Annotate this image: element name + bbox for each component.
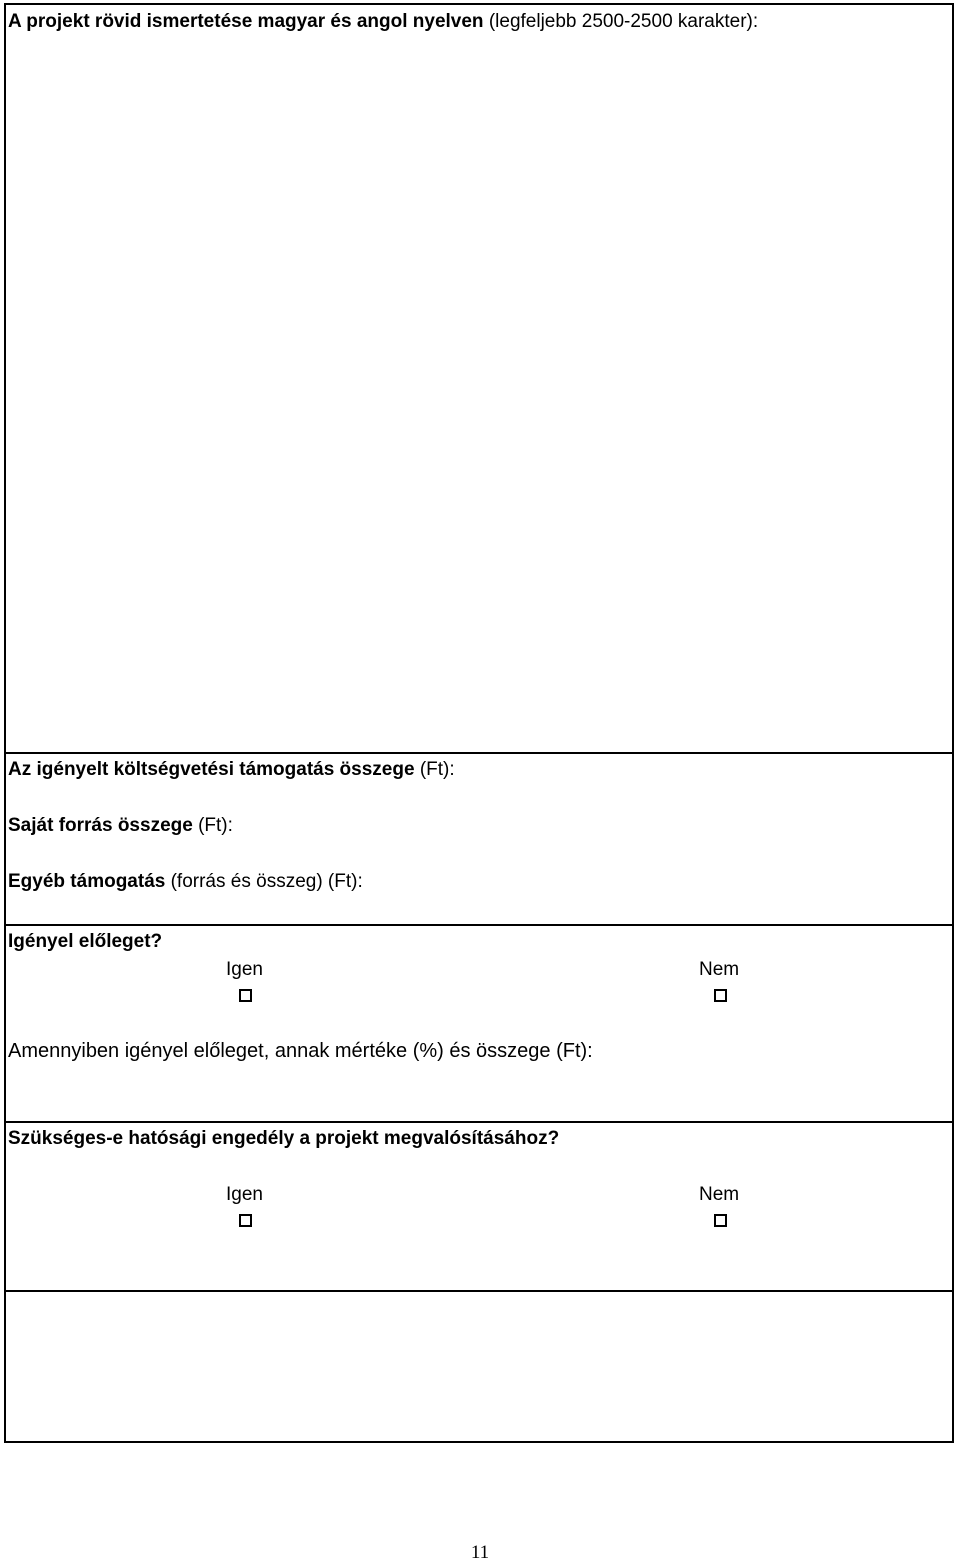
project-summary-label-note: (legfeljebb 2500-2500 karakter):: [483, 11, 759, 32]
advance-no-checkbox[interactable]: [714, 989, 727, 1002]
permit-section: [4, 1121, 954, 1292]
project-summary-text-area[interactable]: [6, 41, 952, 752]
advance-yes-checkbox[interactable]: [239, 989, 252, 1002]
permit-yes-label: Igen: [226, 1184, 263, 1205]
budget-support-field-label[interactable]: [8, 759, 455, 781]
permit-yes-checkbox[interactable]: [239, 1214, 252, 1227]
blank-section[interactable]: [4, 1290, 954, 1443]
budget-support-label-bold: Az igényelt költségvetési támogatás összege: [8, 759, 415, 780]
other-support-label-unit: (forrás és összeg) (Ft):: [165, 871, 363, 892]
own-source-label-bold: Saját forrás összege: [8, 815, 193, 836]
permit-no-label: Nem: [699, 1184, 740, 1205]
permit-no-checkbox[interactable]: [714, 1214, 727, 1227]
advance-no-label: Nem: [699, 959, 740, 980]
funding-section: [4, 752, 954, 926]
advance-question: Igényel előleget?: [8, 931, 163, 952]
advance-section: [4, 924, 954, 1123]
own-source-label-unit: (Ft):: [192, 815, 233, 836]
project-summary-label-bold: A projekt rövid ismertetése magyar és angol nyelven: [8, 11, 484, 32]
other-support-field-label[interactable]: [8, 871, 363, 893]
advance-yes-label: Igen: [226, 959, 263, 980]
project-summary-section: [4, 3, 954, 754]
budget-support-label-unit: (Ft):: [414, 759, 455, 780]
own-source-field-label[interactable]: [8, 815, 233, 837]
other-support-label-bold: Egyéb támogatás: [8, 871, 166, 892]
project-summary-label: [8, 11, 758, 33]
advance-detail-label[interactable]: Amennyiben igényel előleget, annak mértéke (%) és összege (Ft):: [8, 1040, 593, 1062]
page-number: 11: [470, 1542, 490, 1563]
permit-question: Szükséges-e hatósági engedély a projekt megvalósításához?: [8, 1128, 560, 1149]
